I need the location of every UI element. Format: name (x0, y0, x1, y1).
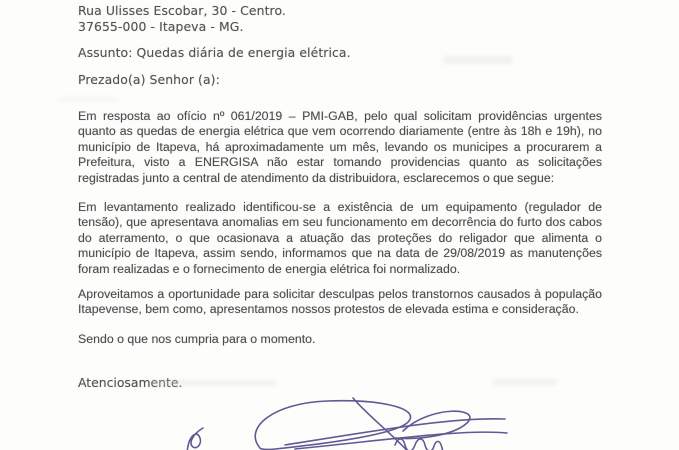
scan-artifact (443, 56, 513, 64)
paragraph-2: Em levantamento realizado identificou-se a existência de um equipamento (regulador de tensão), que apresentava anomalias em seu funcionamento em decorrência do furto dos cabos do aterramento, o que ocasionava a atuação das proteções do religador que alimenta o município de Itapeva, assim sendo, informamos que na data de 29/08/2019 as manutenções foram realizadas e o fornecimento de energia elétrica foi normalizado. (78, 200, 602, 276)
signoff: Atenciosamente. (78, 375, 183, 391)
scan-artifact (58, 97, 118, 102)
subject-line: Assunto: Quedas diária de energia elétrica. (78, 45, 351, 60)
scan-artifact (152, 380, 277, 386)
letter-body (78, 109, 602, 391)
handwritten-signature-icon (145, 393, 575, 450)
paragraph-3: Aproveitamos a oportunidade para solicitar desculpas pelos transtornos causados à população Itapevense, bem como, apresentamos nossos protestos de elevada estima e consideração. (78, 287, 602, 317)
address-line-2: 37655-000 - Itapeva - MG. (78, 19, 244, 34)
scan-artifact (492, 379, 558, 385)
paragraph-1: Em resposta ao ofício nº 061/2019 – PMI-GAB, pelo qual solicitam providências urgentes quanto as quedas de energia elétrica que vem ocorrendo diariamente (entre às 18h e 19h), no município de Itapeva, há aproximadamente um mês, levando os municipes a procurarem a Prefeitura, visto a ENERGISA não estar tomando providencias quanto as solicitações registradas junto a central de atendimento da distribuidora, esclarecemos o que segue: (78, 109, 602, 185)
salutation: Prezado(a) Senhor (a): (78, 72, 220, 87)
closing-line: Sendo o que nos cumpria para o momento. (78, 331, 316, 346)
letter-content (78, 3, 602, 391)
signature-strokes (185, 398, 507, 450)
address-line-1: Rua Ulisses Escobar, 30 - Centro. (78, 3, 286, 18)
sender-address (78, 3, 602, 35)
